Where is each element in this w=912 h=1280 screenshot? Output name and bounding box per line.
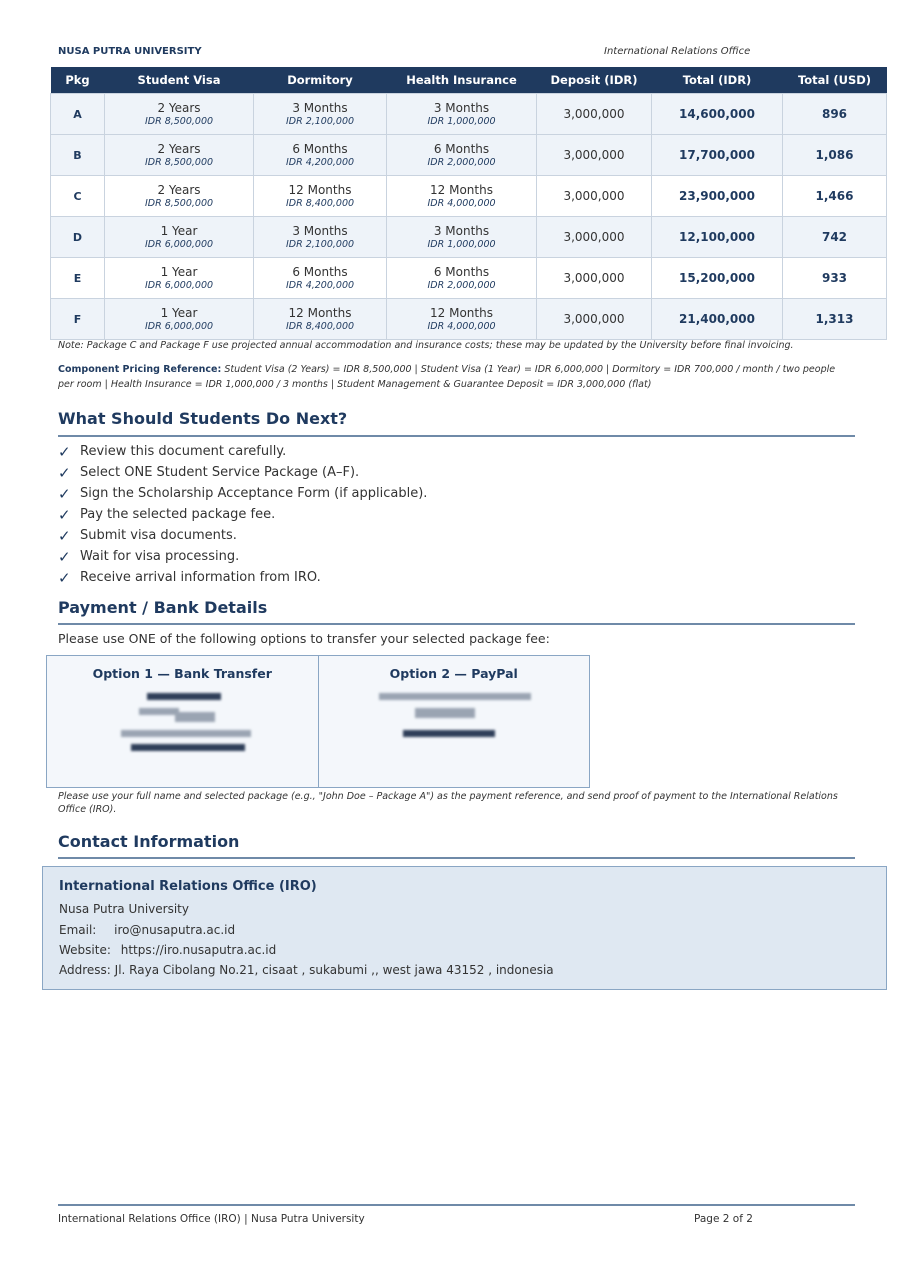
- total-idr-cell: 23,900,000: [652, 176, 783, 217]
- table-row: [51, 94, 887, 135]
- section-divider: [58, 435, 855, 437]
- insurance-cell: [387, 94, 537, 135]
- payment-reference-note: Please use your full name and selected package (e.g., "John Doe – Package A") as the payment reference, and send proof of payment to the International Relations Office (IRO).: [58, 791, 838, 815]
- table-row: [51, 299, 887, 340]
- dorm-cost: IDR 2,100,000: [285, 115, 355, 127]
- insurance-cell: [387, 258, 537, 299]
- dorm-duration: 3 Months: [292, 100, 348, 115]
- total-usd-cell: 1,466: [783, 176, 887, 217]
- dorm-cost: IDR 8,400,000: [285, 197, 355, 209]
- total-idr-cell: 17,700,000: [652, 135, 783, 176]
- table-header-row: [51, 67, 887, 94]
- deposit-cell: 3,000,000: [537, 94, 652, 135]
- pkg-cell: B: [51, 135, 105, 176]
- contact-box: [42, 866, 887, 990]
- list-item: [58, 504, 427, 525]
- insurance-cell: [387, 176, 537, 217]
- contact-title: Contact Information: [58, 832, 240, 851]
- visa-cell: [105, 176, 254, 217]
- email-label: Email:: [59, 923, 97, 937]
- checkmark-icon: ✓: [58, 442, 71, 461]
- visa-duration: 2 Years: [157, 141, 201, 156]
- website-label: Website:: [59, 943, 111, 957]
- next-steps-list: [58, 441, 427, 588]
- list-item: [58, 462, 427, 483]
- visa-cell: [105, 217, 254, 258]
- visa-cost: IDR 8,500,000: [144, 197, 214, 209]
- dorm-cell: [254, 135, 387, 176]
- step-text: Wait for visa processing.: [80, 549, 240, 564]
- col-header-student-visa: Student Visa: [105, 67, 254, 94]
- checkmark-icon: ✓: [58, 484, 71, 503]
- visa-cell: [105, 258, 254, 299]
- deposit-cell: 3,000,000: [537, 258, 652, 299]
- address-label: Address:: [59, 963, 111, 977]
- redacted-bank-details: [139, 708, 179, 715]
- pkg-cell: D: [51, 217, 105, 258]
- total-usd-cell: 1,086: [783, 135, 887, 176]
- col-header-dormitory: Dormitory: [254, 67, 387, 94]
- paypal-title: Option 2 — PayPal: [389, 666, 518, 681]
- section-divider: [58, 857, 855, 859]
- visa-duration: 1 Year: [160, 223, 198, 238]
- payment-options-box: [46, 655, 590, 788]
- bank-transfer-title: Option 1 — Bank Transfer: [92, 666, 272, 681]
- section-divider: [58, 623, 855, 625]
- redacted-paypal-details: [403, 730, 495, 737]
- paypal-option: [318, 656, 590, 787]
- total-idr-cell: 12,100,000: [652, 217, 783, 258]
- redacted-paypal-details: [379, 693, 531, 700]
- pkg-cell: A: [51, 94, 105, 135]
- insurance-cell: [387, 217, 537, 258]
- checkmark-icon: ✓: [58, 463, 71, 482]
- table-note: Note: Package C and Package F use projected annual accommodation and insurance costs; these may be updated by the University before final invoicing.: [58, 340, 794, 351]
- checkmark-icon: ✓: [58, 547, 71, 566]
- contact-address-line: [59, 963, 554, 977]
- insurance-cost: IDR 1,000,000: [427, 115, 496, 127]
- dorm-cell: [254, 94, 387, 135]
- visa-duration: 1 Year: [160, 305, 198, 320]
- dorm-duration: 12 Months: [288, 305, 352, 320]
- footer-office: International Relations Office (IRO) | Nusa Putra University: [58, 1213, 365, 1225]
- table-row: [51, 176, 887, 217]
- pkg-cell: C: [51, 176, 105, 217]
- total-usd-cell: 933: [783, 258, 887, 299]
- dorm-cost: IDR 4,200,000: [285, 279, 355, 291]
- list-item: [58, 441, 427, 462]
- dorm-duration: 12 Months: [288, 182, 352, 197]
- total-usd-cell: 896: [783, 94, 887, 135]
- insurance-cell: [387, 135, 537, 176]
- insurance-cell: [387, 299, 537, 340]
- table-row: [51, 135, 887, 176]
- total-idr-cell: 15,200,000: [652, 258, 783, 299]
- insurance-duration: 6 Months: [433, 264, 490, 279]
- insurance-duration: 3 Months: [433, 223, 490, 238]
- col-header-deposit: Deposit (IDR): [537, 67, 652, 94]
- component-pricing: [58, 362, 848, 392]
- deposit-cell: 3,000,000: [537, 176, 652, 217]
- step-text: Pay the selected package fee.: [80, 507, 276, 522]
- dorm-duration: 6 Months: [292, 264, 348, 279]
- deposit-cell: 3,000,000: [537, 299, 652, 340]
- contact-email-line: [59, 923, 235, 937]
- contact-website-line: [59, 943, 276, 957]
- footer-divider: [58, 1204, 855, 1206]
- next-steps-title: What Should Students Do Next?: [58, 409, 348, 428]
- visa-cost: IDR 8,500,000: [144, 115, 214, 127]
- list-item: [58, 525, 427, 546]
- insurance-cost: IDR 4,000,000: [427, 197, 496, 209]
- redacted-bank-details: [131, 744, 245, 751]
- step-text: Review this document carefully.: [80, 444, 287, 459]
- insurance-cost: IDR 1,000,000: [427, 238, 496, 250]
- col-header-health-insurance: Health Insurance: [387, 67, 537, 94]
- total-idr-cell: 21,400,000: [652, 299, 783, 340]
- payment-intro: Please use ONE of the following options to transfer your selected package fee:: [58, 631, 550, 646]
- step-text: Submit visa documents.: [80, 528, 237, 543]
- dorm-cost: IDR 4,200,000: [285, 156, 355, 168]
- list-item: [58, 483, 427, 504]
- dorm-cell: [254, 217, 387, 258]
- website-link[interactable]: https://iro.nusaputra.ac.id: [120, 943, 277, 957]
- component-pricing-label: Component Pricing Reference:: [58, 364, 222, 375]
- step-text: Select ONE Student Service Package (A–F).: [80, 465, 360, 480]
- contact-office-name: International Relations Office (IRO): [59, 879, 317, 894]
- contact-university: Nusa Putra University: [59, 902, 189, 916]
- visa-duration: 1 Year: [160, 264, 198, 279]
- total-idr-cell: 14,600,000: [652, 94, 783, 135]
- insurance-duration: 12 Months: [430, 305, 493, 320]
- pkg-cell: F: [51, 299, 105, 340]
- table-row: [51, 217, 887, 258]
- col-header-total-idr: Total (IDR): [652, 67, 783, 94]
- dorm-cost: IDR 2,100,000: [285, 238, 355, 250]
- package-table: [50, 67, 887, 340]
- university-name: NUSA PUTRA UNIVERSITY: [58, 46, 202, 57]
- table-row: [51, 258, 887, 299]
- insurance-cost: IDR 4,000,000: [427, 320, 496, 332]
- deposit-cell: 3,000,000: [537, 135, 652, 176]
- dorm-cell: [254, 258, 387, 299]
- insurance-duration: 3 Months: [433, 100, 490, 115]
- col-header-pkg: Pkg: [51, 67, 105, 94]
- insurance-cost: IDR 2,000,000: [427, 279, 496, 291]
- total-usd-cell: 1,313: [783, 299, 887, 340]
- redacted-bank-details: [147, 693, 221, 700]
- list-item: [58, 546, 427, 567]
- dorm-duration: 3 Months: [292, 223, 348, 238]
- email-link[interactable]: iro@nusaputra.ac.id: [114, 923, 236, 937]
- deposit-cell: 3,000,000: [537, 217, 652, 258]
- visa-cost: IDR 8,500,000: [144, 156, 214, 168]
- insurance-duration: 12 Months: [430, 182, 493, 197]
- list-item: [58, 567, 427, 588]
- component-pricing-text: Student Visa (2 Years) = IDR 8,500,000 | Student Visa (1 Year) = IDR 6,000,000 | Dormitory = IDR 700,000 / month / two people per room | Health Insurance = IDR 1,000,000 / 3 months | Student Management & Guarantee Deposit = IDR 3,000,000 (flat): [58, 364, 836, 390]
- dorm-duration: 6 Months: [292, 141, 348, 156]
- visa-cost: IDR 6,000,000: [144, 320, 214, 332]
- dorm-cell: [254, 176, 387, 217]
- checkmark-icon: ✓: [58, 505, 71, 524]
- total-usd-cell: 742: [783, 217, 887, 258]
- step-text: Sign the Scholarship Acceptance Form (if applicable).: [80, 486, 428, 501]
- visa-duration: 2 Years: [157, 100, 201, 115]
- office-name: International Relations Office: [604, 46, 751, 57]
- address-text: Jl. Raya Cibolang No.21, cisaat , sukabumi ,, west jawa 43152 , indonesia: [114, 963, 554, 977]
- pkg-cell: E: [51, 258, 105, 299]
- step-text: Receive arrival information from IRO.: [80, 570, 321, 585]
- visa-cost: IDR 6,000,000: [144, 279, 214, 291]
- visa-cell: [105, 94, 254, 135]
- visa-cell: [105, 135, 254, 176]
- redacted-bank-details: [121, 730, 251, 737]
- redacted-bank-details: [175, 712, 215, 722]
- bank-transfer-option: [47, 656, 318, 787]
- col-header-total-usd: Total (USD): [783, 67, 887, 94]
- redacted-paypal-details: [415, 708, 475, 718]
- dorm-cell: [254, 299, 387, 340]
- insurance-cost: IDR 2,000,000: [427, 156, 496, 168]
- payment-title: Payment / Bank Details: [58, 598, 268, 617]
- visa-duration: 2 Years: [157, 182, 201, 197]
- visa-cost: IDR 6,000,000: [144, 238, 214, 250]
- checkmark-icon: ✓: [58, 568, 71, 587]
- checkmark-icon: ✓: [58, 526, 71, 545]
- insurance-duration: 6 Months: [433, 141, 490, 156]
- visa-cell: [105, 299, 254, 340]
- page-number: Page 2 of 2: [694, 1213, 753, 1225]
- dorm-cost: IDR 8,400,000: [285, 320, 355, 332]
